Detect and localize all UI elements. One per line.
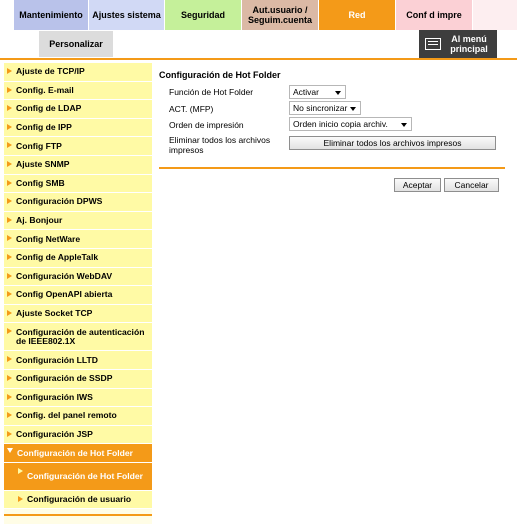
orden-label: Orden de impresión bbox=[169, 120, 244, 130]
sidebar-item-label: Config SMB bbox=[16, 177, 65, 188]
sidebar-item-webdav[interactable] bbox=[4, 268, 152, 287]
sidebar-item-ssdp[interactable] bbox=[4, 370, 152, 389]
sidebar-item-label: Config OpenAPI abierta bbox=[16, 289, 113, 300]
chevron-down-icon bbox=[401, 123, 407, 127]
chevron-down-icon bbox=[350, 107, 356, 111]
sidebar-item-ldap[interactable] bbox=[4, 100, 152, 119]
sidebar-item-panel-remoto[interactable] bbox=[4, 407, 152, 426]
sidebar-subitem-label: Configuración de usuario bbox=[27, 494, 132, 505]
arrow-right-icon bbox=[7, 412, 12, 418]
arrow-right-icon bbox=[7, 356, 12, 362]
sidebar-item-snmp[interactable] bbox=[4, 156, 152, 175]
arrow-right-icon bbox=[7, 273, 12, 279]
arrow-down-icon bbox=[7, 448, 13, 453]
sidebar-item-appletalk[interactable] bbox=[4, 249, 152, 268]
arrow-right-icon bbox=[7, 235, 12, 241]
arrow-right-icon bbox=[7, 142, 12, 148]
sidebar-item-smb[interactable] bbox=[4, 175, 152, 194]
sidebar-item-label: Configuración de autenticación de IEEE802.1X bbox=[16, 326, 145, 346]
sidebar-item-ftp[interactable] bbox=[4, 137, 152, 156]
sidebar-item-openapi[interactable] bbox=[4, 286, 152, 305]
arrow-right-icon bbox=[7, 217, 12, 223]
tab-seguridad[interactable]: Seguridad bbox=[165, 0, 242, 30]
arrow-right-icon bbox=[7, 68, 12, 74]
sidebar-item-ieee8021x[interactable] bbox=[4, 323, 152, 351]
tab-aut-line1: Aut.usuario / bbox=[252, 5, 308, 15]
sidebar-item-iws[interactable] bbox=[4, 389, 152, 408]
eliminar-archivos-button[interactable]: Eliminar todos los archivos impresos bbox=[289, 136, 496, 150]
chevron-down-icon bbox=[335, 91, 341, 95]
arrow-right-icon bbox=[7, 328, 12, 334]
sidebar-item-socket-tcp[interactable] bbox=[4, 305, 152, 324]
sidebar-subitem-label: Configuración de Hot Folder bbox=[27, 470, 144, 481]
sidebar-item-label: Config de LDAP bbox=[16, 103, 82, 114]
cancelar-button[interactable]: Cancelar bbox=[444, 178, 499, 192]
arrow-right-icon bbox=[7, 87, 12, 93]
arrow-right-icon bbox=[7, 105, 12, 111]
menu-screen-icon bbox=[425, 38, 441, 50]
sidebar-item-label: Config NetWare bbox=[16, 233, 81, 244]
tab-bar-filler bbox=[473, 0, 517, 30]
arrow-right-icon bbox=[7, 394, 12, 400]
act-select[interactable] bbox=[289, 101, 361, 115]
sidebar-item-jsp[interactable] bbox=[4, 426, 152, 445]
section-divider bbox=[159, 167, 505, 169]
sidebar-item-label: Ajuste de TCP/IP bbox=[16, 66, 85, 77]
sidebar-item-bonjour[interactable] bbox=[4, 212, 152, 231]
act-label: ACT. (MFP) bbox=[169, 104, 214, 114]
tab-mantenimiento[interactable]: Mantenimiento bbox=[14, 0, 89, 30]
sidebar-subitem-usuario[interactable] bbox=[4, 491, 152, 510]
act-select-value: No sincronizar bbox=[293, 103, 348, 113]
sidebar-item-dpws[interactable] bbox=[4, 193, 152, 212]
sidebar-item-label: Aj. Bonjour bbox=[16, 215, 63, 226]
main-menu-line1: Al menú bbox=[451, 34, 487, 44]
orden-select-value: Orden inicio copia archiv. bbox=[293, 119, 388, 129]
arrow-right-icon bbox=[7, 198, 12, 204]
sidebar-item-lltd[interactable] bbox=[4, 351, 152, 370]
arrow-right-icon bbox=[7, 431, 12, 437]
tab-ajustes-sistema[interactable]: Ajustes sistema bbox=[89, 0, 165, 30]
sidebar-bottom-divider bbox=[4, 514, 152, 516]
sidebar-item-label: Configuración de SSDP bbox=[16, 373, 113, 384]
sidebar-item-label: Config FTP bbox=[16, 140, 62, 151]
arrow-right-icon bbox=[7, 161, 12, 167]
sidebar-item-label: Config. del panel remoto bbox=[16, 410, 117, 421]
sidebar-item-label: Configuración IWS bbox=[16, 391, 93, 402]
tab-aut-line2: Seguim.cuenta bbox=[247, 15, 312, 25]
arrow-right-icon bbox=[7, 310, 12, 316]
main-panel bbox=[159, 70, 505, 86]
page-title: Configuración de Hot Folder bbox=[159, 70, 281, 80]
main-menu-label bbox=[441, 34, 497, 54]
sidebar-item-label: Ajuste SNMP bbox=[16, 159, 70, 170]
arrow-right-icon bbox=[7, 375, 12, 381]
sidebar-item-label: Configuración JSP bbox=[16, 428, 93, 439]
sidebar-item-tcpip[interactable] bbox=[4, 63, 152, 82]
personalizar-tab[interactable]: Personalizar bbox=[39, 31, 113, 57]
tab-conf-impre[interactable]: Conf d impre bbox=[396, 0, 473, 30]
sidebar-item-label: Configuración DPWS bbox=[16, 196, 103, 207]
orden-select[interactable] bbox=[289, 117, 412, 131]
tab-aut-usuario[interactable] bbox=[242, 0, 319, 30]
sidebar-item-label: Ajuste Socket TCP bbox=[16, 308, 93, 319]
sidebar-item-netware[interactable] bbox=[4, 230, 152, 249]
arrow-right-icon bbox=[18, 496, 23, 502]
main-menu-button[interactable] bbox=[419, 30, 497, 58]
sidebar-item-label: Config de AppleTalk bbox=[16, 252, 99, 263]
sidebar-item-label: Configuración WebDAV bbox=[16, 270, 113, 281]
top-tab-bar bbox=[14, 0, 517, 30]
sidebar-item-email[interactable] bbox=[4, 82, 152, 101]
tab-aut-label bbox=[248, 5, 312, 25]
main-menu-line2: principal bbox=[450, 44, 488, 54]
sidebar-item-hot-folder[interactable] bbox=[4, 444, 152, 463]
funcion-select[interactable] bbox=[289, 85, 346, 99]
sidebar-item-label: Config de IPP bbox=[16, 122, 72, 133]
sidebar-item-label: Config. E-mail bbox=[16, 84, 74, 95]
arrow-right-icon bbox=[7, 180, 12, 186]
tab-red[interactable]: Red bbox=[319, 0, 396, 30]
sidebar-subitem-hot-folder-config[interactable] bbox=[4, 463, 152, 491]
sidebar-item-label: Configuración de Hot Folder bbox=[17, 447, 134, 458]
sidebar-item-ipp[interactable] bbox=[4, 119, 152, 138]
arrow-right-icon bbox=[7, 254, 12, 260]
funcion-label: Función de Hot Folder bbox=[169, 87, 254, 97]
arrow-right-icon bbox=[18, 468, 23, 474]
header-divider bbox=[0, 58, 517, 60]
eliminar-label: Eliminar todos los archivos impresos bbox=[169, 135, 271, 155]
arrow-right-icon bbox=[7, 124, 12, 130]
funcion-select-value: Activar bbox=[293, 87, 319, 97]
sidebar-item-label: Configuración LLTD bbox=[16, 354, 98, 365]
aceptar-button[interactable]: Aceptar bbox=[394, 178, 441, 192]
sidebar bbox=[4, 63, 152, 524]
arrow-right-icon bbox=[7, 291, 12, 297]
